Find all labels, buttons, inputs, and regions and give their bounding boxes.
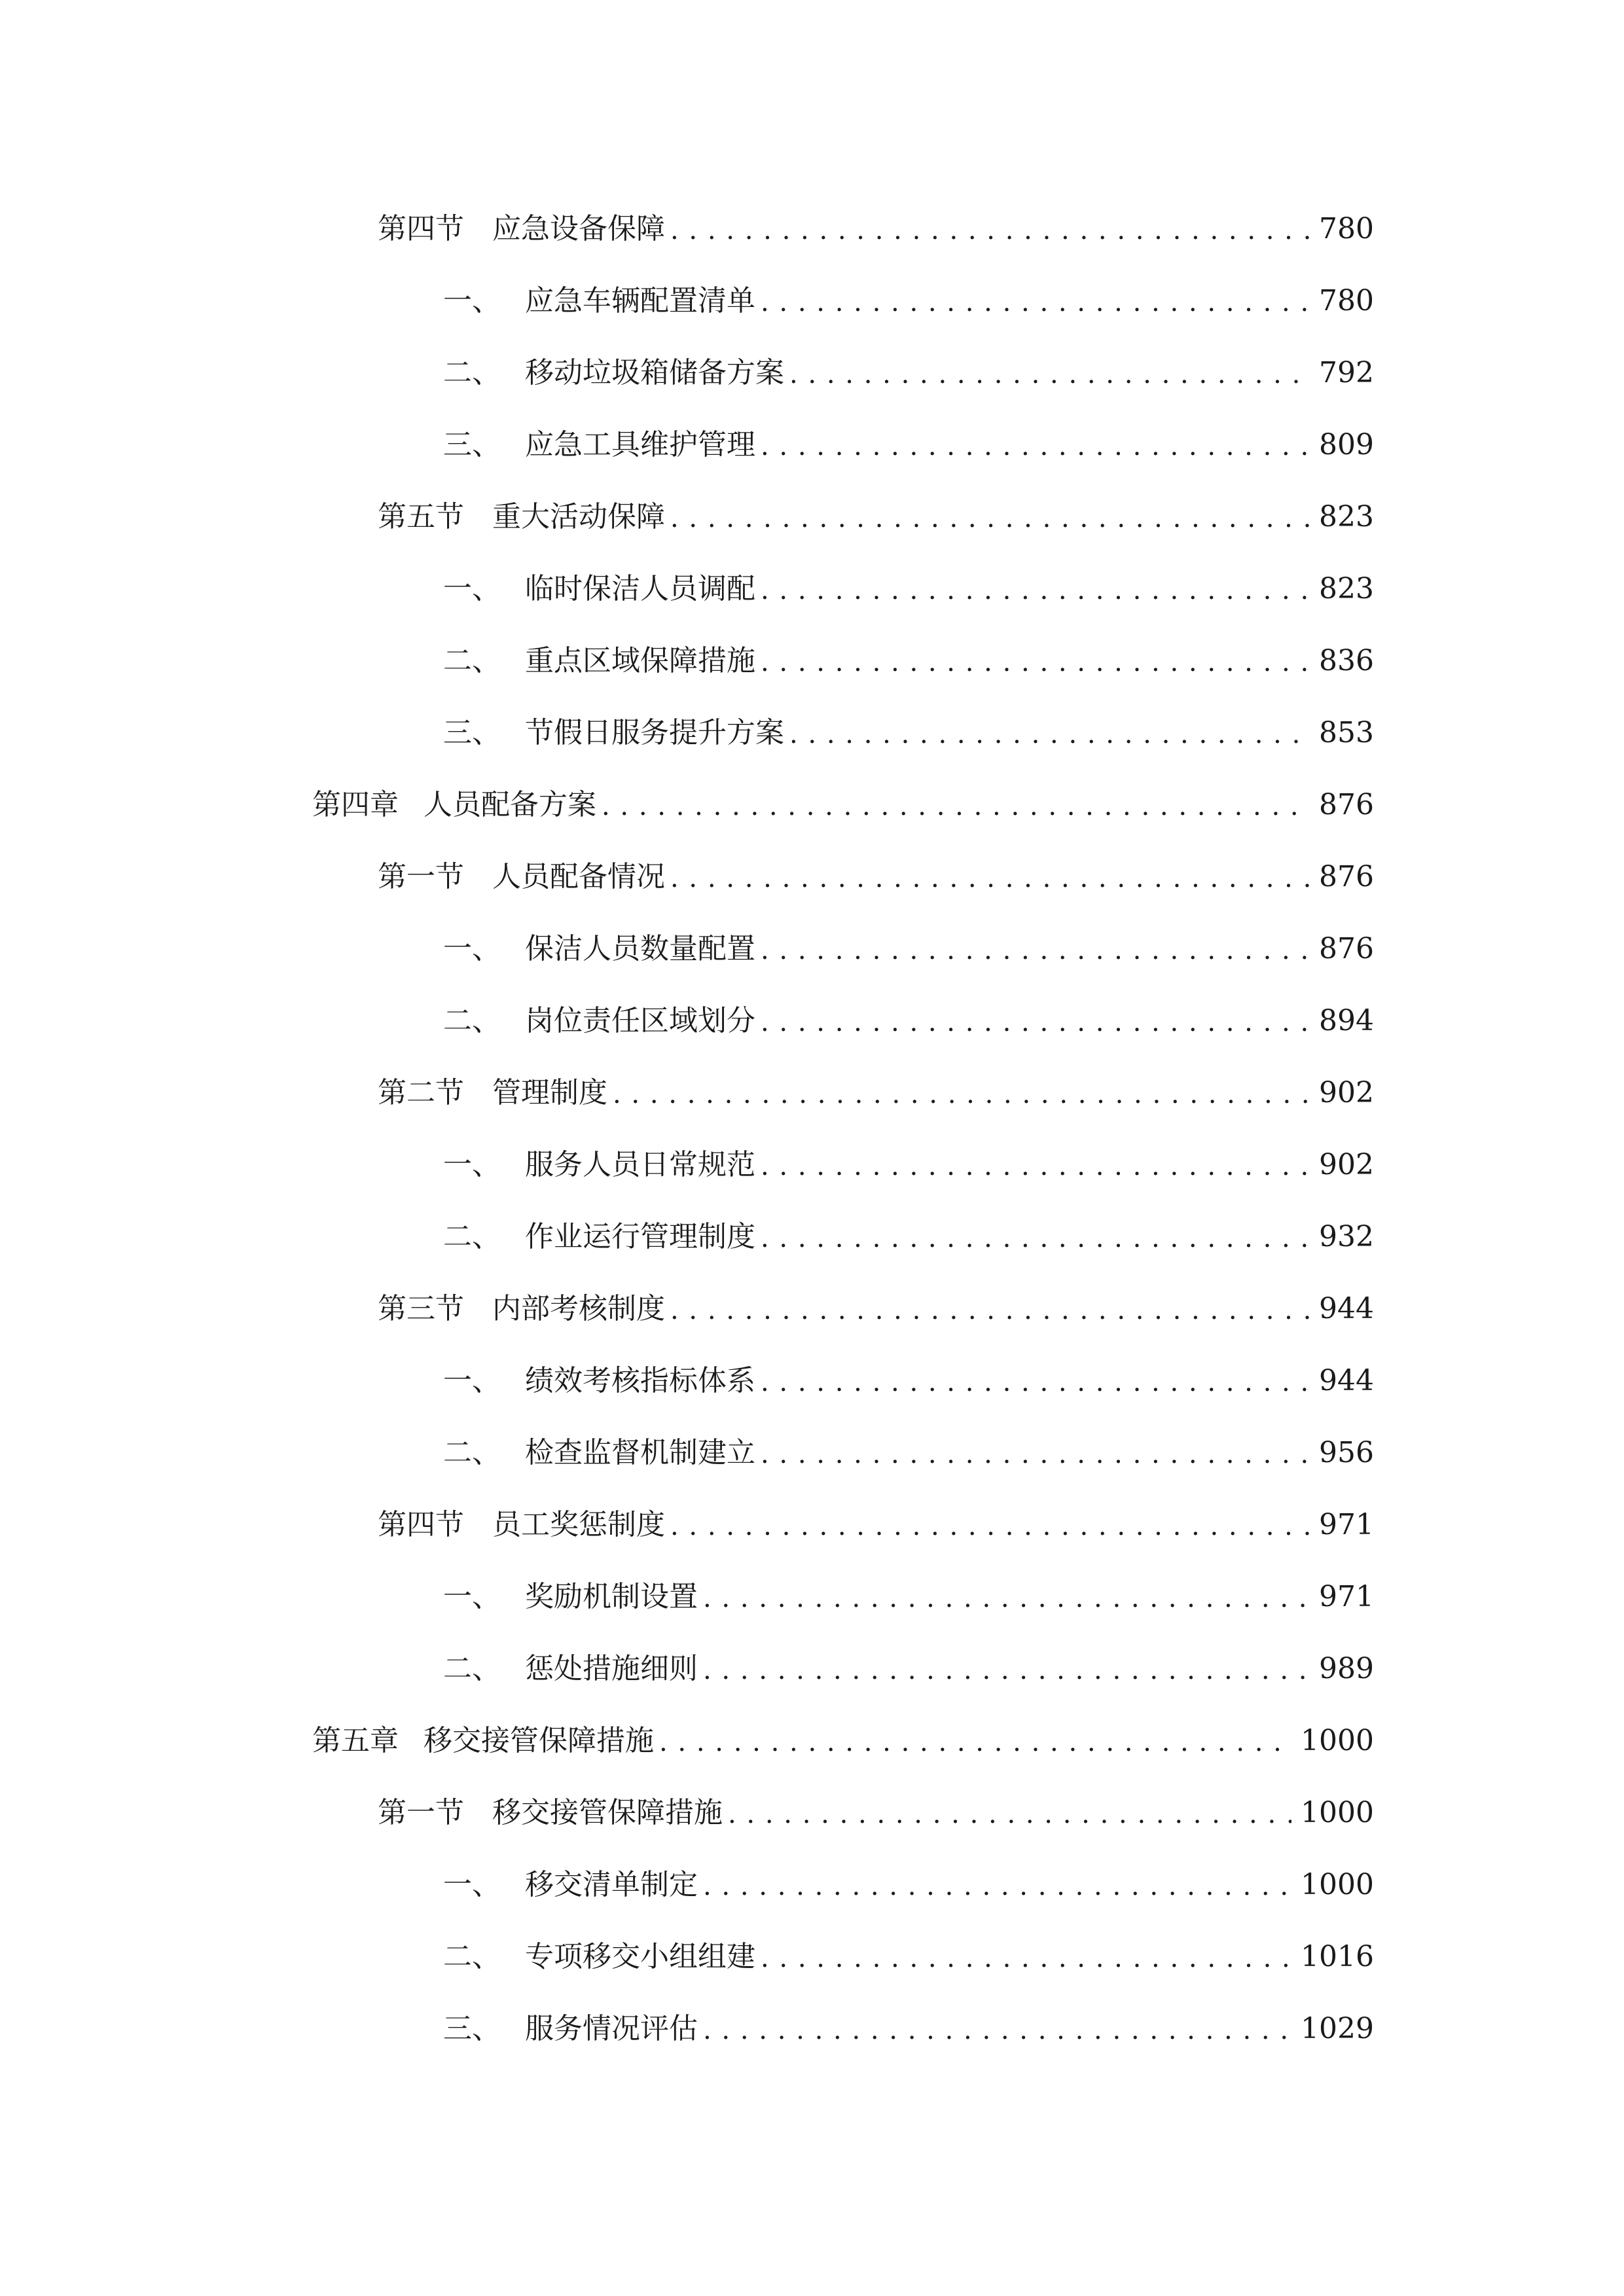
toc-entry-title: 奖励机制设置 [525, 1580, 698, 1613]
toc-entry-number: 二、 [443, 1004, 501, 1037]
toc-entry-title: 服务人员日常规范 [525, 1148, 755, 1181]
toc-entry-page: 876 [1319, 932, 1374, 965]
dot-leader [703, 1577, 1310, 1617]
toc-entry-page: 971 [1319, 1508, 1374, 1541]
toc-entry[interactable] [0, 913, 1624, 985]
toc-entry-title: 保洁人员数量配置 [525, 932, 755, 965]
toc-entry[interactable] [0, 1057, 1624, 1129]
dot-leader [703, 2009, 1291, 2049]
toc-entry-title: 人员配备方案 [424, 788, 596, 821]
toc-entry-page: 876 [1319, 860, 1374, 893]
toc-entry-title: 应急车辆配置清单 [525, 284, 755, 317]
dot-leader [761, 1217, 1310, 1257]
toc-entry-title: 管理制度 [492, 1076, 607, 1109]
toc-entry-page: 836 [1319, 644, 1374, 677]
toc-entry[interactable] [0, 409, 1624, 481]
toc-entry-title: 应急工具维护管理 [525, 428, 755, 461]
toc-entry-page: 792 [1319, 356, 1374, 389]
toc-entry-title: 专项移交小组组建 [525, 1940, 755, 1973]
toc-entry-title: 作业运行管理制度 [525, 1220, 755, 1253]
dot-leader [761, 425, 1310, 465]
toc-entry[interactable] [0, 1345, 1624, 1417]
toc-entry-page: 932 [1319, 1220, 1374, 1253]
toc-entry-title: 临时保洁人员调配 [525, 572, 755, 605]
toc-entry-number: 一、 [443, 1868, 501, 1901]
toc-entry-number: 一、 [443, 932, 501, 965]
toc-entry-title: 绩效考核指标体系 [525, 1364, 755, 1397]
toc-entry-page: 1029 [1301, 2012, 1374, 2045]
toc-entry-title: 节假日服务提升方案 [525, 716, 784, 749]
toc-entry[interactable] [0, 265, 1624, 337]
toc-entry-title: 重大活动保障 [492, 500, 665, 533]
toc-entry-number: 二、 [443, 1220, 501, 1253]
toc-entry-page: 971 [1319, 1580, 1374, 1613]
toc-entry-number: 一、 [443, 1580, 501, 1613]
dot-leader [670, 857, 1310, 897]
dot-leader [659, 1721, 1291, 1761]
toc-entry-page: 780 [1319, 284, 1374, 317]
dot-leader [789, 713, 1310, 753]
toc-entry-title: 应急设备保障 [492, 212, 665, 245]
toc-entry-page: 823 [1319, 572, 1374, 605]
toc-entry-number: 第四节 [378, 212, 464, 245]
dot-leader [789, 353, 1310, 393]
toc-entry-number: 一、 [443, 572, 501, 605]
toc-entry-number: 三、 [443, 2012, 501, 2045]
dot-leader [761, 641, 1310, 681]
dot-leader [761, 1145, 1310, 1185]
toc-entry-number: 第一节 [378, 1796, 464, 1829]
toc-entry-number: 二、 [443, 1652, 501, 1685]
toc-entry-number: 一、 [443, 1148, 501, 1181]
toc-entry[interactable] [0, 841, 1624, 913]
dot-leader [602, 785, 1310, 825]
toc-entry-title: 检查监督机制建立 [525, 1436, 755, 1469]
toc-entry[interactable] [0, 1633, 1624, 1705]
toc-entry[interactable] [0, 553, 1624, 625]
toc-entry-title: 移交接管保障措施 [492, 1796, 723, 1829]
toc-entry-number: 三、 [443, 428, 501, 461]
table-of-contents [0, 193, 1624, 2065]
toc-entry-page: 1000 [1301, 1724, 1374, 1757]
toc-entry[interactable] [0, 1489, 1624, 1561]
toc-entry[interactable] [0, 697, 1624, 769]
toc-entry-page: 894 [1319, 1004, 1374, 1037]
toc-entry-page: 1000 [1301, 1796, 1374, 1829]
toc-entry-page: 989 [1319, 1652, 1374, 1685]
toc-entry[interactable] [0, 1993, 1624, 2065]
toc-entry-title: 岗位责任区域划分 [525, 1004, 755, 1037]
dot-leader [613, 1073, 1310, 1113]
toc-entry-number: 一、 [443, 1364, 501, 1397]
dot-leader [670, 209, 1310, 249]
toc-entry-number: 一、 [443, 284, 501, 317]
dot-leader [761, 1361, 1310, 1401]
toc-entry[interactable] [0, 481, 1624, 553]
toc-entry-page: 876 [1319, 788, 1374, 821]
toc-entry-page: 902 [1319, 1076, 1374, 1109]
toc-entry[interactable] [0, 1705, 1624, 1777]
toc-entry[interactable] [0, 193, 1624, 265]
toc-entry-page: 809 [1319, 428, 1374, 461]
toc-entry-number: 三、 [443, 716, 501, 749]
toc-entry-page: 1016 [1301, 1940, 1374, 1973]
toc-entry-number: 第四节 [378, 1508, 464, 1541]
dot-leader [761, 1937, 1291, 1977]
toc-entry-number: 第一节 [378, 860, 464, 893]
dot-leader [703, 1865, 1291, 1905]
toc-entry-number: 第四章 [312, 788, 399, 821]
toc-entry[interactable] [0, 1273, 1624, 1345]
toc-entry-number: 二、 [443, 644, 501, 677]
toc-entry[interactable] [0, 1417, 1624, 1489]
toc-entry-page: 1000 [1301, 1868, 1374, 1901]
toc-entry-title: 人员配备情况 [492, 860, 665, 893]
dot-leader [761, 1433, 1310, 1473]
toc-entry-title: 移动垃圾箱储备方案 [525, 356, 784, 389]
toc-entry[interactable] [0, 1129, 1624, 1201]
toc-entry-title: 重点区域保障措施 [525, 644, 755, 677]
toc-entry-number: 二、 [443, 1940, 501, 1973]
toc-entry[interactable] [0, 985, 1624, 1057]
toc-entry-title: 惩处措施细则 [525, 1652, 698, 1685]
toc-entry-page: 944 [1319, 1292, 1374, 1325]
dot-leader [703, 1649, 1310, 1689]
dot-leader [670, 1289, 1310, 1329]
toc-entry[interactable] [0, 337, 1624, 409]
toc-entry-number: 第二节 [378, 1076, 464, 1109]
toc-entry-page: 853 [1319, 716, 1374, 749]
toc-entry-page: 956 [1319, 1436, 1374, 1469]
toc-entry[interactable] [0, 1777, 1624, 1849]
toc-entry-title: 移交清单制定 [525, 1868, 698, 1901]
toc-entry-number: 二、 [443, 1436, 501, 1469]
dot-leader [761, 1001, 1310, 1041]
toc-entry[interactable] [0, 1849, 1624, 1921]
toc-entry-title: 员工奖惩制度 [492, 1508, 665, 1541]
dot-leader [670, 497, 1310, 537]
toc-entry-title: 内部考核制度 [492, 1292, 665, 1325]
toc-entry-number: 第三节 [378, 1292, 464, 1325]
toc-entry-title: 服务情况评估 [525, 2012, 698, 2045]
dot-leader [761, 929, 1310, 969]
dot-leader [761, 281, 1310, 321]
toc-entry[interactable] [0, 625, 1624, 697]
toc-entry-page: 823 [1319, 500, 1374, 533]
dot-leader [728, 1793, 1291, 1833]
dot-leader [761, 569, 1310, 609]
toc-entry[interactable] [0, 1921, 1624, 1993]
dot-leader [670, 1505, 1310, 1545]
toc-entry-title: 移交接管保障措施 [424, 1724, 654, 1757]
toc-entry-number: 第五节 [378, 500, 464, 533]
toc-entry-number: 第五章 [312, 1724, 399, 1757]
toc-entry-number: 二、 [443, 356, 501, 389]
toc-entry[interactable] [0, 769, 1624, 841]
toc-entry-page: 902 [1319, 1148, 1374, 1181]
toc-entry-page: 944 [1319, 1364, 1374, 1397]
toc-entry[interactable] [0, 1561, 1624, 1633]
toc-entry[interactable] [0, 1201, 1624, 1273]
toc-entry-page: 780 [1319, 212, 1374, 245]
